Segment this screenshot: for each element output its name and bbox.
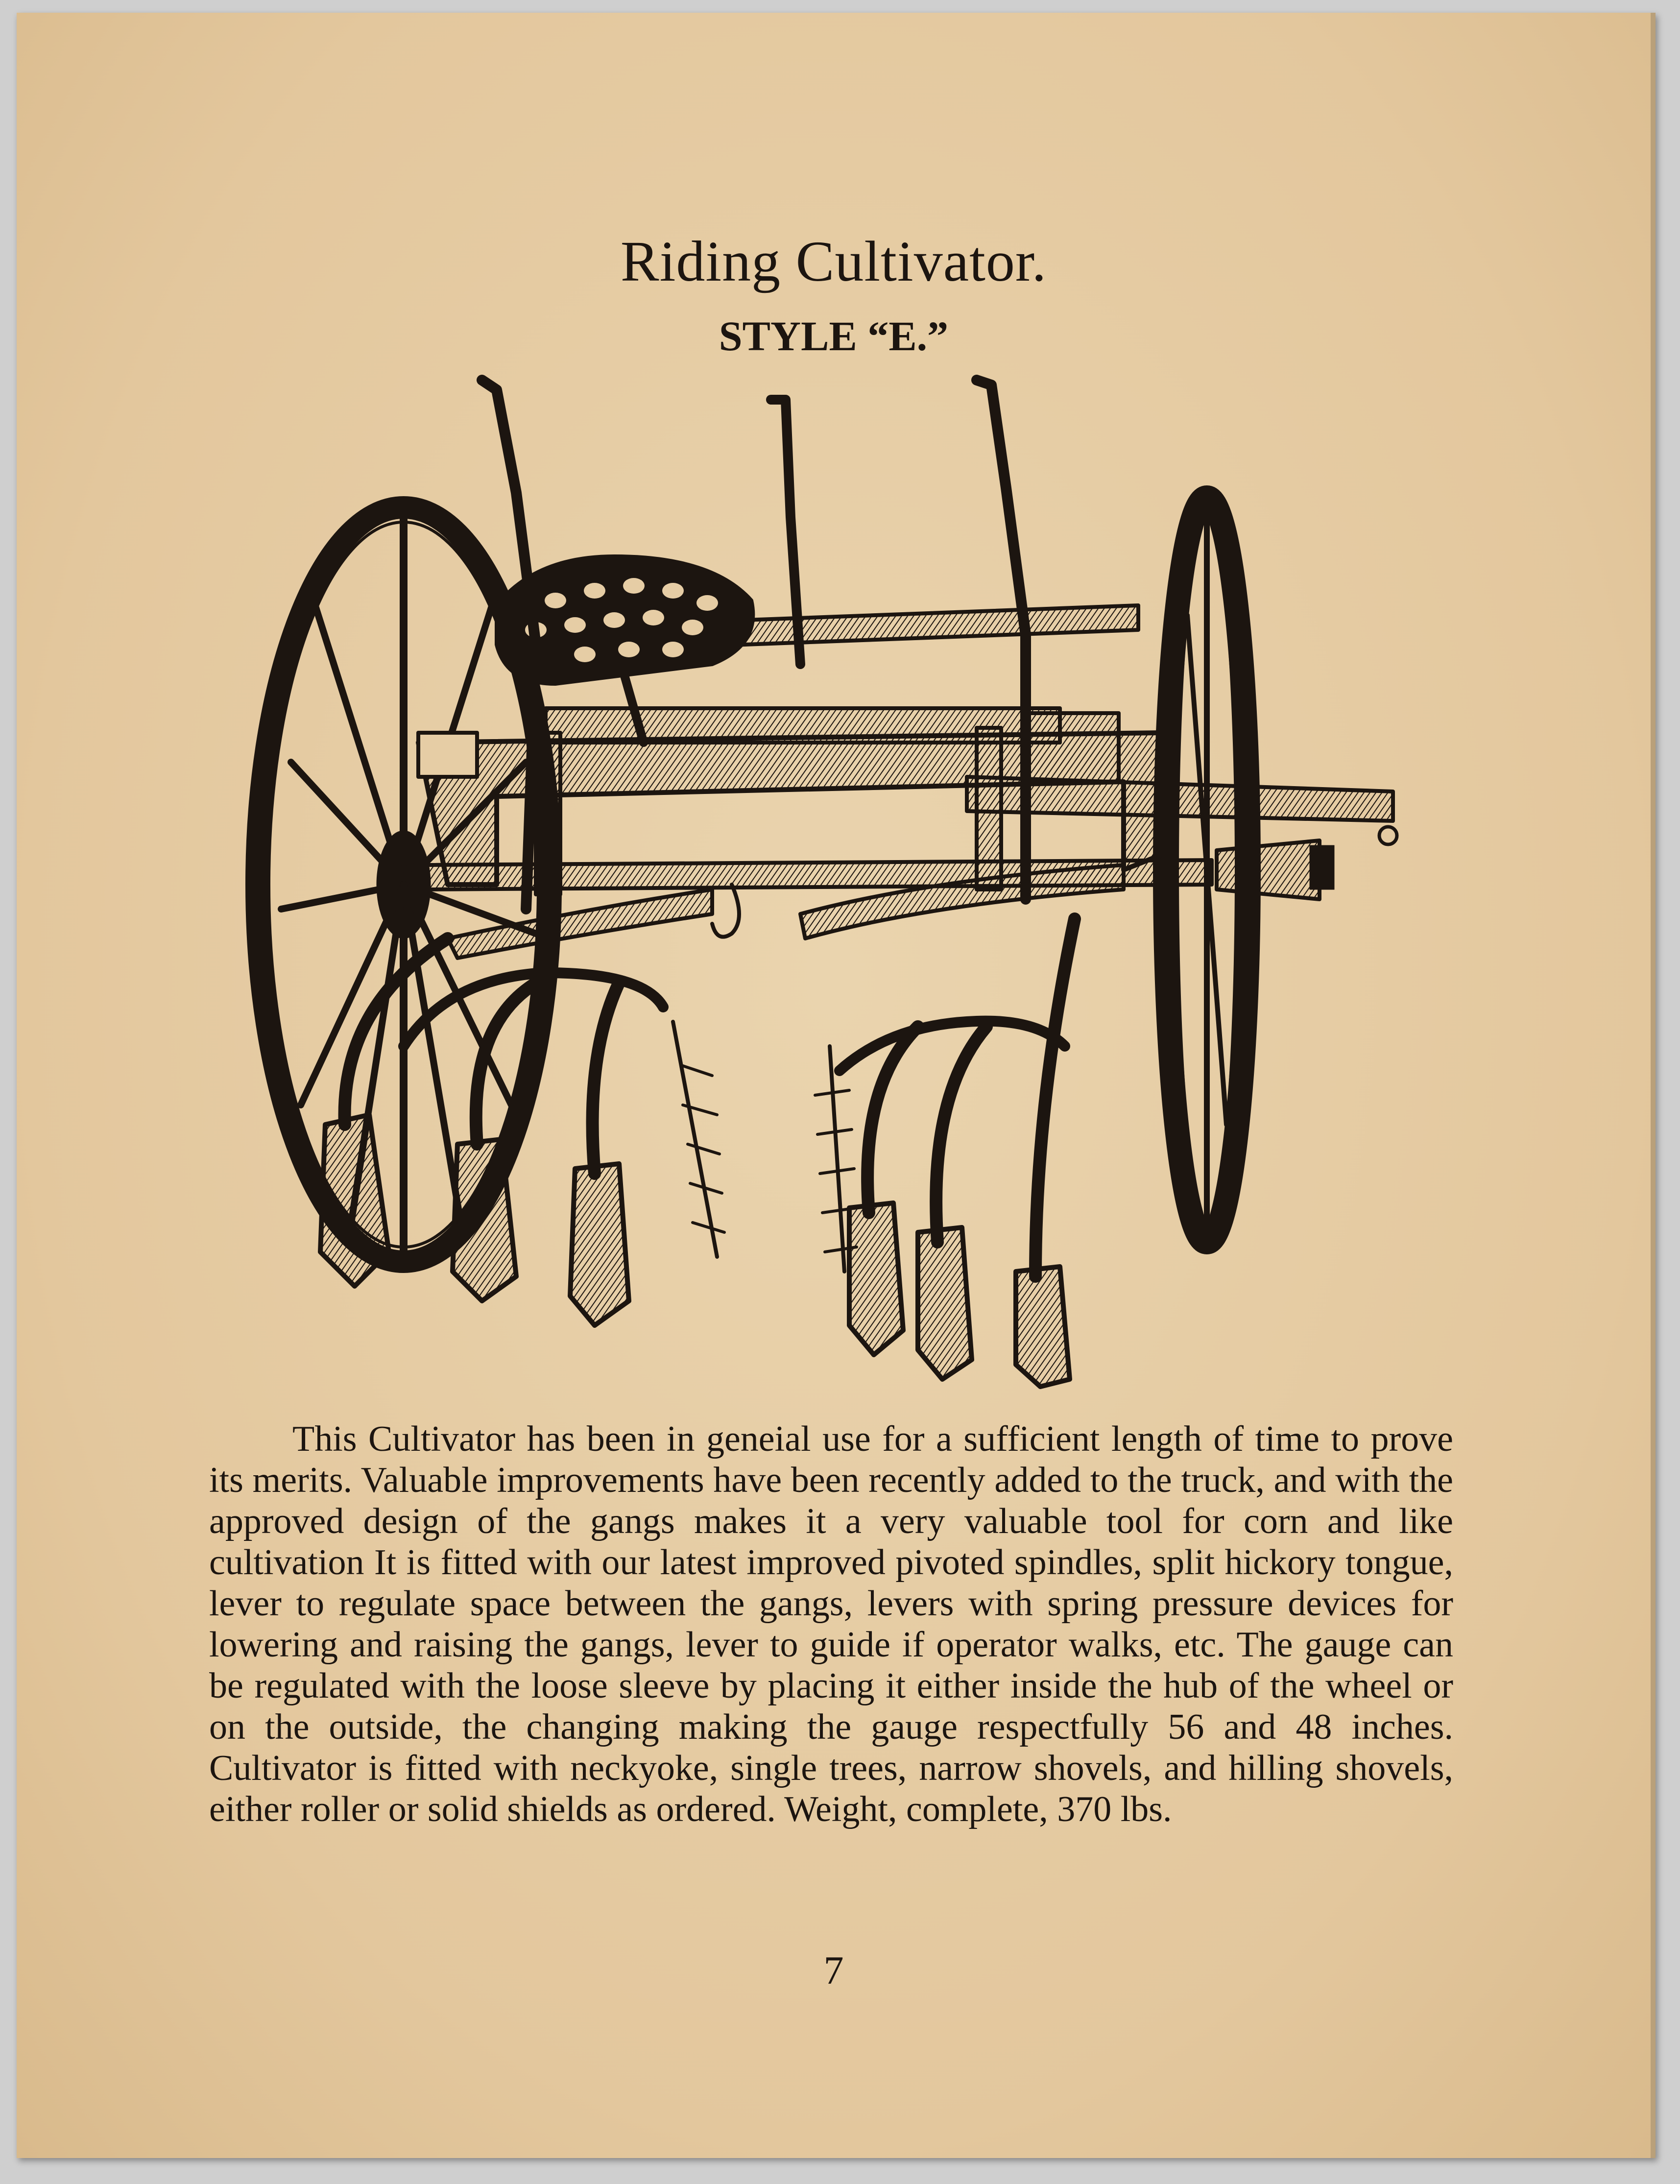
page-title: Riding Cultivator. <box>620 229 1047 293</box>
page-subtitle: STYLE “E.” <box>719 312 949 360</box>
description-paragraph: This Cultivator has been in geneial use for a sufficient length of time to prove its merits. Valuable improvements have been recently added to the truck, and with the approved design of the gangs makes it a very valuable tool for corn and like cultivation It is fitted with our latest improved pivoted spindles, split hickory tongue, lever to regulate space between the gangs, levers with spring pressure devices for lowering and raising the gangs, lever to guide if operator walks, etc. The gauge can be regulated with the loose sleeve by placing it either inside the hub of the wheel or on the outside, the changing making the gauge respectfully 56 and 48 inches. Cultivator is fitted with neckyoke, single trees, narrow shovels, and hilling shovels, either roller or solid shields as ordered. Weight, complete, 370 lbs. <box>209 1419 1453 1829</box>
cultivator-illustration <box>242 370 1447 1389</box>
catalog-page <box>17 13 1656 2158</box>
page-number: 7 <box>823 1948 844 1992</box>
